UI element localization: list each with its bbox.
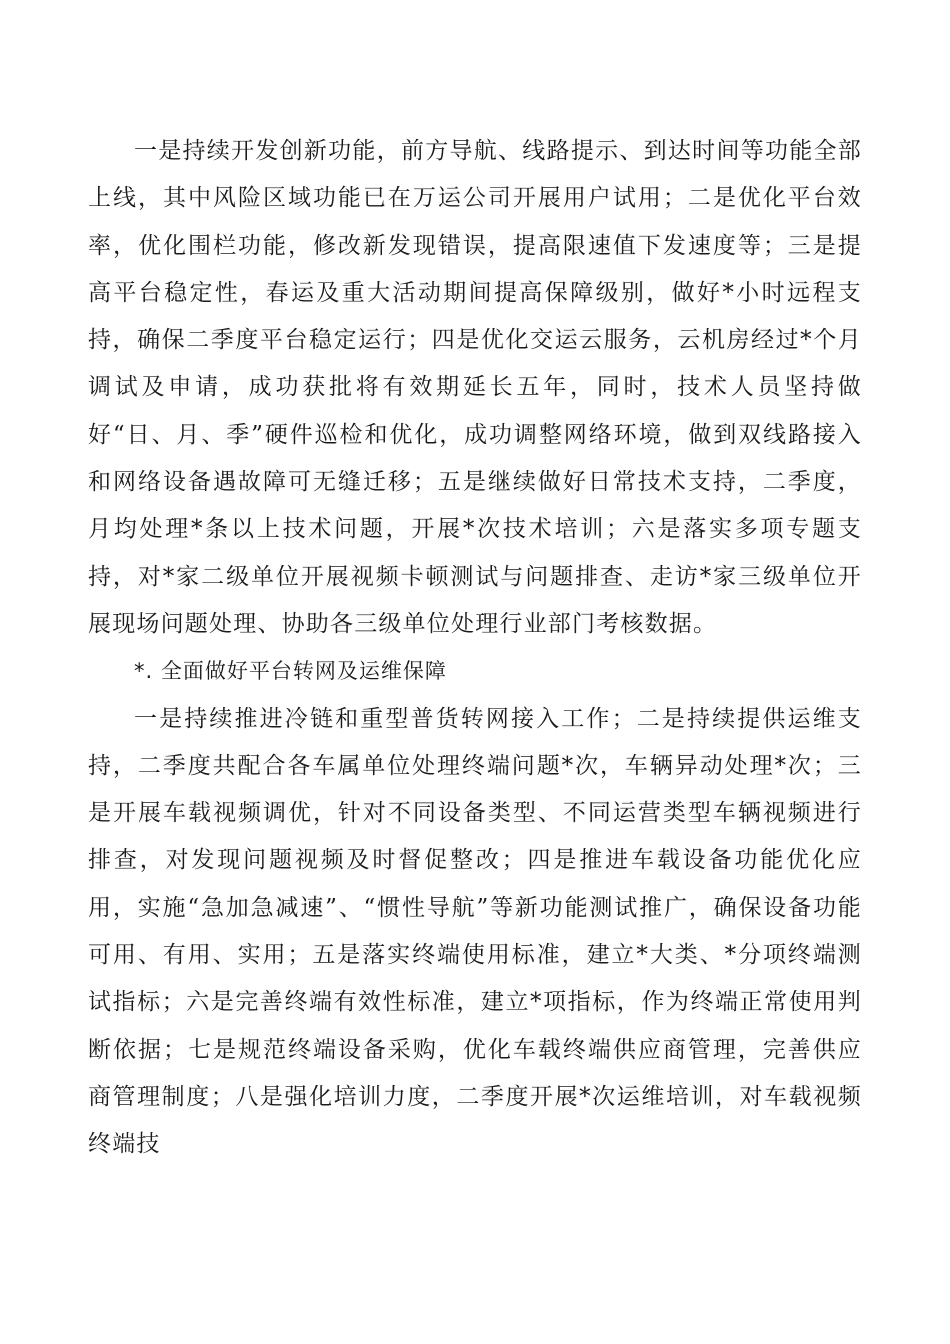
body-paragraph-operations-support: 一是持续推进冷链和重型普货转网接入工作；二是持续提供运维支持，二季度共配合各车属单位处理终端问题*次，车辆异动处理*次；三是开展车载视频调优，针对不同设备类型、不同运营类型车辆视频进行排查，对发现问题视频及时督促整改；四是推进车载设备功能优化应用，实施“急加急减速”、“惯性导航”等新功能测试推广，确保设备功能可用、有用、实用；五是落实终端使用标准，建立*大类、*分项终端测试指标；六是完善终端有效性标准，建立*项指标，作为终端正常使用判断依据；七是规范终端设备采购，优化车载终端供应商管理，完善供应商管理制度；八是强化培训力度，二季度开展*次运维培训，对车载视频终端技 [88, 705, 862, 1158]
body-paragraph-platform-development: 一是持续开发创新功能，前方导航、线路提示、到达时间等功能全部上线，其中风险区域功能已在万运公司开展用户试用；二是优化平台效率，优化围栏功能，修改新发现错误，提高限速值下发速度等；三是提高平台稳定性，春运及重大活动期间提高保障级别，做好*小时远程支持，确保二季度平台稳定运行；四是优化交运云服务，云机房经过*个月调试及申请，成功获批将有效期延长五年，同时，技术人员坚持做好“日、月、季”硬件巡检和优化，成功调整网络环境，做到双线路接入和网络设备遇故障可无缝迁移；五是继续做好日常技术支持，二季度，月均处理*条以上技术问题，开展*次技术培训；六是落实多项专题支持，对*家二级单位开展视频卡顿测试与问题排查、走访*家三级单位开展现场问题处理、协助各三级单位处理行业部门考核数据。 [88, 138, 862, 637]
document-page [88, 128, 862, 1169]
section-heading-network-transfer: *. 全面做好平台转网及运维保障 [134, 659, 447, 684]
